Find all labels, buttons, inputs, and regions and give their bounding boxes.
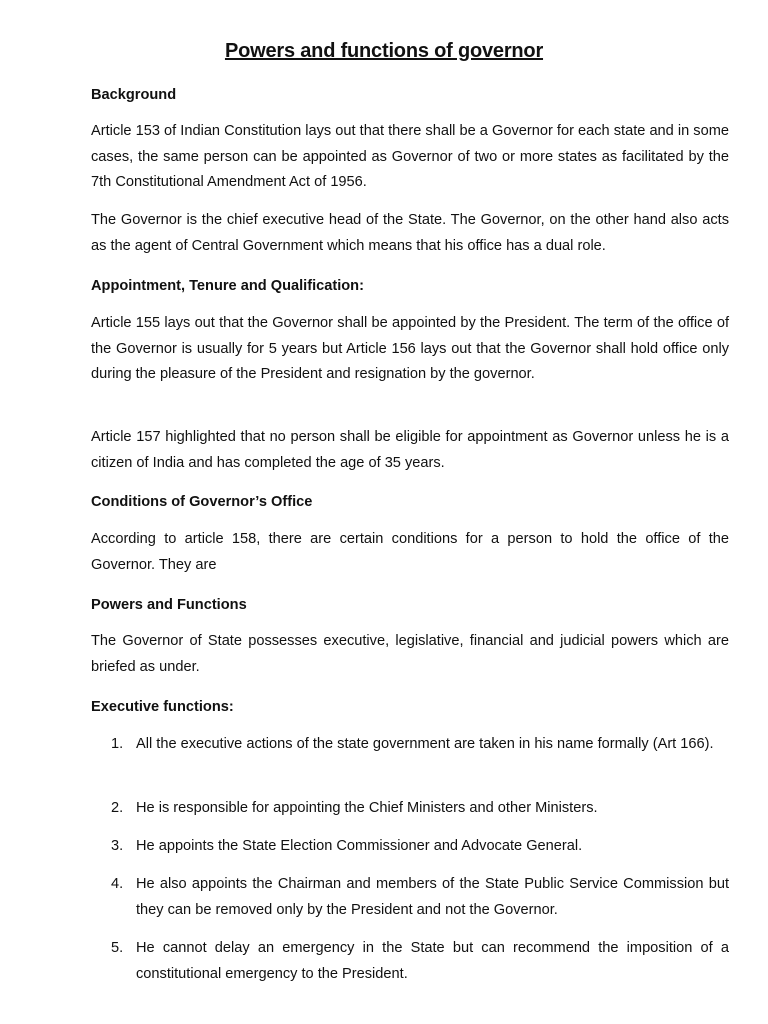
list-item-number: 3. <box>111 838 124 854</box>
list-item <box>91 796 729 822</box>
list-item <box>91 872 729 923</box>
list-item-text: He appoints the State Election Commissioner and Advocate General. <box>136 838 583 854</box>
list-item <box>91 834 729 860</box>
list-item-text: All the executive actions of the state government are taken in his name formally (Art 166). <box>136 736 714 752</box>
list-item-text: He cannot delay an emergency in the State but can recommend the imposition of a constitutional emergency to the President. <box>136 940 729 982</box>
paragraph-appointment-1: Article 155 lays out that the Governor shall be appointed by the President. The term of the office of the Governor is usually for 5 years but Article 156 lays out that the Governor shall hold office only during the pleasure of the President and resignation by the governor. <box>91 315 729 383</box>
heading-powers: Powers and Functions <box>91 597 247 613</box>
paragraph-background-1: Article 153 of Indian Constitution lays out that there shall be a Governor for each state and in some cases, the same person can be appointed as Governor of two or more states as facilitated by the 7th Constitutional Amendment Act of 1956. <box>91 123 729 191</box>
list-item-number: 1. <box>111 736 124 752</box>
paragraph-background-2: The Governor is the chief executive head of the State. The Governor, on the other hand also acts as the agent of Central Government which means that his office has a dual role. <box>91 212 729 254</box>
list-item-number: 2. <box>111 800 124 816</box>
list-item-text: He also appoints the Chairman and members of the State Public Service Commission but they can be removed only by the President and not the Governor. <box>136 876 729 918</box>
heading-background: Background <box>91 87 177 103</box>
list-item-number: 5. <box>111 940 124 956</box>
list-item <box>91 732 729 758</box>
heading-appointment: Appointment, Tenure and Qualification: <box>91 278 364 294</box>
heading-conditions: Conditions of Governor’s Office <box>91 494 313 510</box>
list-item <box>91 936 729 987</box>
paragraph-appointment-2: Article 157 highlighted that no person shall be eligible for appointment as Governor unless he is a citizen of India and has completed the age of 35 years. <box>91 429 729 471</box>
page-title: Powers and functions of governor <box>224 40 544 62</box>
list-item-text: He is responsible for appointing the Chief Ministers and other Ministers. <box>136 800 598 816</box>
heading-executive: Executive functions: <box>91 699 234 715</box>
paragraph-powers-1: The Governor of State possesses executive, legislative, financial and judicial powers which are briefed as under. <box>91 633 729 675</box>
paragraph-conditions-1: According to article 158, there are certain conditions for a person to hold the office of the Governor. They are <box>91 531 729 573</box>
list-item-number: 4. <box>111 876 124 892</box>
